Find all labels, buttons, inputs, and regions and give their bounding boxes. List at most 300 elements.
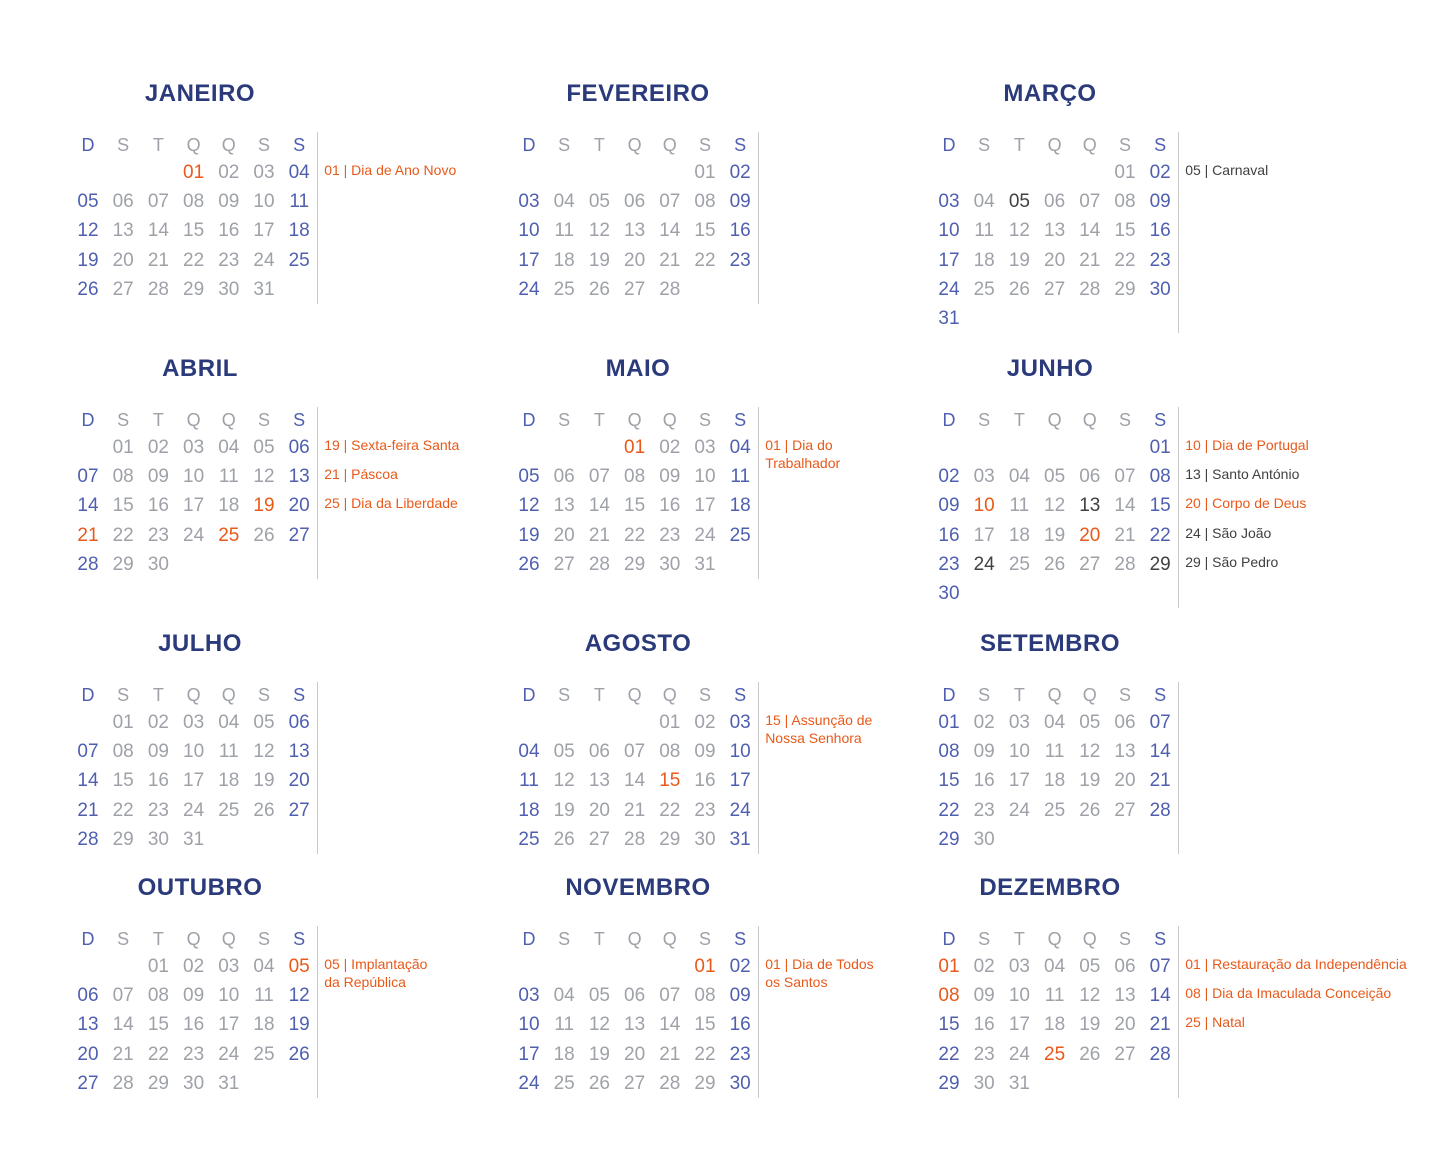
day-cell[interactable]: 17 bbox=[518, 249, 540, 271]
day-cell[interactable]: 03 bbox=[518, 985, 540, 1007]
day-cell[interactable]: 13 bbox=[1079, 495, 1101, 517]
day-cell[interactable]: 22 bbox=[112, 524, 134, 546]
day-cell[interactable]: 25 bbox=[729, 524, 751, 546]
day-cell[interactable]: 13 bbox=[1114, 741, 1136, 763]
day-cell[interactable]: 14 bbox=[1149, 741, 1171, 763]
day-cell[interactable]: 03 bbox=[729, 712, 751, 733]
day-cell[interactable]: 19 bbox=[1044, 524, 1066, 546]
day-cell[interactable]: 01 bbox=[694, 956, 716, 977]
day-cell[interactable]: 05 bbox=[77, 191, 99, 213]
day-cell[interactable]: 14 bbox=[112, 1014, 134, 1036]
day-cell[interactable]: 13 bbox=[624, 220, 646, 242]
day-cell[interactable]: 15 bbox=[1149, 495, 1171, 517]
day-cell[interactable]: 23 bbox=[147, 799, 169, 821]
day-cell[interactable]: 24 bbox=[518, 1072, 540, 1094]
day-cell[interactable]: 12 bbox=[77, 220, 99, 242]
day-cell[interactable]: 09 bbox=[183, 985, 205, 1007]
day-cell[interactable]: 29 bbox=[694, 1072, 716, 1094]
day-cell[interactable]: 06 bbox=[553, 466, 575, 488]
day-cell[interactable]: 29 bbox=[112, 828, 134, 850]
day-cell[interactable]: 19 bbox=[1079, 1014, 1101, 1036]
day-cell[interactable]: 29 bbox=[1149, 553, 1171, 575]
day-cell[interactable]: 23 bbox=[973, 1043, 995, 1065]
day-cell[interactable]: 13 bbox=[288, 741, 310, 763]
day-cell[interactable]: 29 bbox=[938, 1072, 960, 1094]
day-cell[interactable]: 29 bbox=[147, 1072, 169, 1094]
day-cell[interactable]: 05 bbox=[553, 741, 575, 763]
day-cell[interactable]: 21 bbox=[147, 249, 169, 271]
day-cell[interactable]: 11 bbox=[519, 770, 539, 792]
day-cell[interactable]: 05 bbox=[1079, 956, 1101, 977]
day-cell[interactable]: 16 bbox=[218, 220, 240, 242]
day-cell[interactable]: 21 bbox=[1149, 770, 1171, 792]
day-cell[interactable]: 12 bbox=[553, 770, 575, 792]
day-cell[interactable]: 26 bbox=[518, 553, 540, 575]
day-cell[interactable]: 14 bbox=[624, 770, 646, 792]
day-cell[interactable]: 10 bbox=[729, 741, 751, 763]
day-cell[interactable]: 15 bbox=[147, 1014, 169, 1036]
day-cell[interactable]: 16 bbox=[147, 495, 169, 517]
day-cell[interactable]: 06 bbox=[1044, 191, 1066, 213]
day-cell[interactable]: 22 bbox=[183, 249, 205, 271]
day-cell[interactable]: 17 bbox=[183, 770, 205, 792]
day-cell[interactable]: 27 bbox=[624, 278, 646, 300]
day-cell[interactable]: 10 bbox=[183, 466, 205, 488]
day-cell[interactable]: 01 bbox=[1149, 437, 1171, 458]
day-cell[interactable]: 16 bbox=[1149, 220, 1171, 242]
day-cell[interactable]: 18 bbox=[1044, 1014, 1066, 1036]
day-cell[interactable]: 22 bbox=[147, 1043, 169, 1065]
day-cell[interactable]: 13 bbox=[1114, 985, 1136, 1007]
day-cell[interactable]: 22 bbox=[659, 799, 681, 821]
day-cell[interactable]: 16 bbox=[729, 220, 751, 242]
day-cell[interactable]: 23 bbox=[938, 553, 960, 575]
day-cell[interactable]: 07 bbox=[588, 466, 610, 488]
day-cell[interactable]: 29 bbox=[938, 828, 960, 850]
day-cell[interactable]: 11 bbox=[554, 1014, 575, 1036]
day-cell[interactable]: 25 bbox=[288, 249, 310, 271]
day-cell[interactable]: 16 bbox=[147, 770, 169, 792]
day-cell[interactable]: 12 bbox=[253, 466, 275, 488]
day-cell[interactable]: 26 bbox=[588, 278, 610, 300]
day-cell[interactable]: 28 bbox=[588, 553, 610, 575]
day-cell[interactable]: 15 bbox=[112, 495, 134, 517]
day-cell[interactable]: 14 bbox=[588, 495, 610, 517]
day-cell[interactable]: 19 bbox=[588, 1043, 610, 1065]
day-cell[interactable]: 24 bbox=[183, 524, 205, 546]
day-cell[interactable]: 23 bbox=[729, 249, 751, 271]
day-cell[interactable]: 13 bbox=[112, 220, 134, 242]
day-cell[interactable]: 15 bbox=[659, 770, 681, 792]
day-cell[interactable]: 04 bbox=[518, 741, 540, 763]
day-cell[interactable]: 24 bbox=[694, 524, 716, 546]
day-cell[interactable]: 19 bbox=[1008, 249, 1030, 271]
day-cell[interactable]: 26 bbox=[1079, 799, 1101, 821]
day-cell[interactable]: 09 bbox=[729, 191, 751, 213]
day-cell[interactable]: 28 bbox=[147, 278, 169, 300]
day-cell[interactable]: 15 bbox=[624, 495, 646, 517]
day-cell[interactable]: 08 bbox=[1149, 466, 1171, 488]
day-cell[interactable]: 30 bbox=[183, 1072, 205, 1094]
day-cell[interactable]: 28 bbox=[1114, 553, 1136, 575]
day-cell[interactable]: 07 bbox=[77, 741, 99, 763]
day-cell[interactable]: 09 bbox=[729, 985, 751, 1007]
day-cell[interactable]: 31 bbox=[218, 1072, 240, 1094]
day-cell[interactable]: 28 bbox=[1149, 799, 1171, 821]
day-cell[interactable]: 04 bbox=[553, 191, 575, 213]
day-cell[interactable]: 01 bbox=[112, 437, 134, 458]
day-cell[interactable]: 17 bbox=[518, 1043, 540, 1065]
day-cell[interactable]: 14 bbox=[1079, 220, 1101, 242]
day-cell[interactable]: 06 bbox=[1114, 712, 1136, 733]
day-cell[interactable]: 27 bbox=[1114, 1043, 1136, 1065]
day-cell[interactable]: 01 bbox=[624, 437, 646, 458]
day-cell[interactable]: 10 bbox=[1008, 741, 1030, 763]
day-cell[interactable]: 02 bbox=[938, 466, 960, 488]
day-cell[interactable]: 08 bbox=[694, 985, 716, 1007]
day-cell[interactable]: 14 bbox=[659, 220, 681, 242]
day-cell[interactable]: 05 bbox=[588, 191, 610, 213]
day-cell[interactable]: 25 bbox=[1044, 799, 1066, 821]
day-cell[interactable]: 04 bbox=[288, 162, 310, 183]
day-cell[interactable]: 30 bbox=[938, 583, 960, 604]
day-cell[interactable]: 16 bbox=[694, 770, 716, 792]
day-cell[interactable]: 10 bbox=[518, 220, 540, 242]
day-cell[interactable]: 28 bbox=[77, 828, 99, 850]
day-cell[interactable]: 26 bbox=[553, 828, 575, 850]
day-cell[interactable]: 21 bbox=[588, 524, 610, 546]
day-cell[interactable]: 21 bbox=[1149, 1014, 1171, 1036]
day-cell[interactable]: 07 bbox=[147, 191, 169, 213]
day-cell[interactable]: 15 bbox=[694, 1014, 716, 1036]
day-cell[interactable]: 19 bbox=[253, 495, 275, 517]
day-cell[interactable]: 18 bbox=[1044, 770, 1066, 792]
day-cell[interactable]: 29 bbox=[1114, 278, 1136, 300]
day-cell[interactable]: 23 bbox=[1149, 249, 1171, 271]
day-cell[interactable]: 05 bbox=[253, 437, 275, 458]
day-cell[interactable]: 19 bbox=[77, 249, 99, 271]
day-cell[interactable]: 05 bbox=[518, 466, 540, 488]
day-cell[interactable]: 12 bbox=[588, 1014, 610, 1036]
day-cell[interactable]: 13 bbox=[77, 1014, 99, 1036]
day-cell[interactable]: 15 bbox=[1114, 220, 1136, 242]
day-cell[interactable]: 10 bbox=[218, 985, 240, 1007]
day-cell[interactable]: 12 bbox=[1008, 220, 1030, 242]
day-cell[interactable]: 12 bbox=[1079, 741, 1101, 763]
day-cell[interactable]: 23 bbox=[147, 524, 169, 546]
day-cell[interactable]: 21 bbox=[1079, 249, 1101, 271]
day-cell[interactable]: 05 bbox=[253, 712, 275, 733]
day-cell[interactable]: 23 bbox=[183, 1043, 205, 1065]
day-cell[interactable]: 20 bbox=[77, 1043, 99, 1065]
day-cell[interactable]: 15 bbox=[112, 770, 134, 792]
day-cell[interactable]: 18 bbox=[729, 495, 751, 517]
day-cell[interactable]: 24 bbox=[1008, 799, 1030, 821]
day-cell[interactable]: 18 bbox=[253, 1014, 275, 1036]
day-cell[interactable]: 08 bbox=[112, 741, 134, 763]
day-cell[interactable]: 30 bbox=[659, 553, 681, 575]
day-cell[interactable]: 13 bbox=[624, 1014, 646, 1036]
day-cell[interactable]: 14 bbox=[147, 220, 169, 242]
day-cell[interactable]: 25 bbox=[553, 1072, 575, 1094]
day-cell[interactable]: 09 bbox=[973, 985, 995, 1007]
day-cell[interactable]: 03 bbox=[183, 437, 205, 458]
day-cell[interactable]: 07 bbox=[624, 741, 646, 763]
day-cell[interactable]: 24 bbox=[938, 278, 960, 300]
day-cell[interactable]: 04 bbox=[1044, 956, 1066, 977]
day-cell[interactable]: 12 bbox=[588, 220, 610, 242]
day-cell[interactable]: 20 bbox=[112, 249, 134, 271]
day-cell[interactable]: 11 bbox=[1009, 495, 1030, 517]
day-cell[interactable]: 05 bbox=[1079, 712, 1101, 733]
day-cell[interactable]: 18 bbox=[553, 249, 575, 271]
day-cell[interactable]: 27 bbox=[288, 799, 310, 821]
day-cell[interactable]: 29 bbox=[659, 828, 681, 850]
day-cell[interactable]: 29 bbox=[112, 553, 134, 575]
day-cell[interactable]: 02 bbox=[1149, 162, 1171, 183]
day-cell[interactable]: 12 bbox=[288, 985, 310, 1007]
day-cell[interactable]: 03 bbox=[253, 162, 275, 183]
day-cell[interactable]: 28 bbox=[659, 1072, 681, 1094]
day-cell[interactable]: 18 bbox=[553, 1043, 575, 1065]
day-cell[interactable]: 05 bbox=[1044, 466, 1066, 488]
day-cell[interactable]: 20 bbox=[1079, 524, 1101, 546]
day-cell[interactable]: 08 bbox=[694, 191, 716, 213]
day-cell[interactable]: 06 bbox=[588, 741, 610, 763]
day-cell[interactable]: 29 bbox=[624, 553, 646, 575]
day-cell[interactable]: 06 bbox=[112, 191, 134, 213]
day-cell[interactable]: 19 bbox=[288, 1014, 310, 1036]
day-cell[interactable]: 09 bbox=[938, 495, 960, 517]
day-cell[interactable]: 11 bbox=[289, 191, 310, 213]
day-cell[interactable]: 26 bbox=[253, 799, 275, 821]
day-cell[interactable]: 06 bbox=[624, 985, 646, 1007]
day-cell[interactable]: 05 bbox=[588, 985, 610, 1007]
day-cell[interactable]: 31 bbox=[1008, 1072, 1030, 1094]
day-cell[interactable]: 01 bbox=[938, 712, 960, 733]
day-cell[interactable]: 20 bbox=[288, 770, 310, 792]
day-cell[interactable]: 25 bbox=[973, 278, 995, 300]
day-cell[interactable]: 13 bbox=[288, 466, 310, 488]
day-cell[interactable]: 27 bbox=[288, 524, 310, 546]
day-cell[interactable]: 18 bbox=[288, 220, 310, 242]
day-cell[interactable]: 07 bbox=[1149, 956, 1171, 977]
day-cell[interactable]: 06 bbox=[624, 191, 646, 213]
day-cell[interactable]: 15 bbox=[694, 220, 716, 242]
day-cell[interactable]: 02 bbox=[694, 712, 716, 733]
day-cell[interactable]: 26 bbox=[588, 1072, 610, 1094]
day-cell[interactable]: 06 bbox=[288, 437, 310, 458]
day-cell[interactable]: 13 bbox=[588, 770, 610, 792]
day-cell[interactable]: 08 bbox=[624, 466, 646, 488]
day-cell[interactable]: 16 bbox=[729, 1014, 751, 1036]
day-cell[interactable]: 12 bbox=[253, 741, 275, 763]
day-cell[interactable]: 22 bbox=[694, 1043, 716, 1065]
day-cell[interactable]: 10 bbox=[183, 741, 205, 763]
day-cell[interactable]: 22 bbox=[112, 799, 134, 821]
day-cell[interactable]: 09 bbox=[659, 466, 681, 488]
day-cell[interactable]: 07 bbox=[1149, 712, 1171, 733]
day-cell[interactable]: 17 bbox=[694, 495, 716, 517]
day-cell[interactable]: 11 bbox=[1044, 985, 1065, 1007]
day-cell[interactable]: 17 bbox=[1008, 1014, 1030, 1036]
day-cell[interactable]: 08 bbox=[938, 741, 960, 763]
day-cell[interactable]: 22 bbox=[938, 1043, 960, 1065]
day-cell[interactable]: 14 bbox=[77, 770, 99, 792]
day-cell[interactable]: 16 bbox=[973, 1014, 995, 1036]
day-cell[interactable]: 07 bbox=[1114, 466, 1136, 488]
day-cell[interactable]: 08 bbox=[112, 466, 134, 488]
day-cell[interactable]: 07 bbox=[112, 985, 134, 1007]
day-cell[interactable]: 03 bbox=[518, 191, 540, 213]
day-cell[interactable]: 17 bbox=[938, 249, 960, 271]
day-cell[interactable]: 18 bbox=[518, 799, 540, 821]
day-cell[interactable]: 14 bbox=[1149, 985, 1171, 1007]
day-cell[interactable]: 29 bbox=[183, 278, 205, 300]
day-cell[interactable]: 04 bbox=[729, 437, 751, 458]
day-cell[interactable]: 16 bbox=[659, 495, 681, 517]
day-cell[interactable]: 28 bbox=[77, 553, 99, 575]
day-cell[interactable]: 09 bbox=[973, 741, 995, 763]
day-cell[interactable]: 07 bbox=[659, 191, 681, 213]
day-cell[interactable]: 28 bbox=[1149, 1043, 1171, 1065]
day-cell[interactable]: 05 bbox=[288, 956, 310, 977]
day-cell[interactable]: 09 bbox=[1149, 191, 1171, 213]
day-cell[interactable]: 20 bbox=[553, 524, 575, 546]
day-cell[interactable]: 02 bbox=[659, 437, 681, 458]
day-cell[interactable]: 01 bbox=[659, 712, 681, 733]
day-cell[interactable]: 30 bbox=[973, 828, 995, 850]
day-cell[interactable]: 09 bbox=[218, 191, 240, 213]
day-cell[interactable]: 27 bbox=[588, 828, 610, 850]
day-cell[interactable]: 16 bbox=[183, 1014, 205, 1036]
day-cell[interactable]: 23 bbox=[729, 1043, 751, 1065]
day-cell[interactable]: 14 bbox=[659, 1014, 681, 1036]
day-cell[interactable]: 04 bbox=[973, 191, 995, 213]
day-cell[interactable]: 03 bbox=[1008, 956, 1030, 977]
day-cell[interactable]: 20 bbox=[1044, 249, 1066, 271]
day-cell[interactable]: 03 bbox=[183, 712, 205, 733]
day-cell[interactable]: 23 bbox=[694, 799, 716, 821]
day-cell[interactable]: 15 bbox=[938, 770, 960, 792]
day-cell[interactable]: 20 bbox=[1114, 770, 1136, 792]
day-cell[interactable]: 02 bbox=[973, 956, 995, 977]
day-cell[interactable]: 19 bbox=[1079, 770, 1101, 792]
day-cell[interactable]: 18 bbox=[973, 249, 995, 271]
day-cell[interactable]: 30 bbox=[147, 553, 169, 575]
day-cell[interactable]: 17 bbox=[218, 1014, 240, 1036]
day-cell[interactable]: 30 bbox=[147, 828, 169, 850]
day-cell[interactable]: 12 bbox=[1044, 495, 1066, 517]
day-cell[interactable]: 13 bbox=[553, 495, 575, 517]
day-cell[interactable]: 31 bbox=[253, 278, 275, 300]
day-cell[interactable]: 28 bbox=[624, 828, 646, 850]
day-cell[interactable]: 22 bbox=[938, 799, 960, 821]
day-cell[interactable]: 10 bbox=[938, 220, 960, 242]
day-cell[interactable]: 05 bbox=[1008, 191, 1030, 213]
day-cell[interactable]: 21 bbox=[659, 1043, 681, 1065]
day-cell[interactable]: 30 bbox=[694, 828, 716, 850]
day-cell[interactable]: 27 bbox=[1114, 799, 1136, 821]
day-cell[interactable]: 08 bbox=[147, 985, 169, 1007]
day-cell[interactable]: 24 bbox=[973, 553, 995, 575]
day-cell[interactable]: 19 bbox=[553, 799, 575, 821]
day-cell[interactable]: 28 bbox=[659, 278, 681, 300]
day-cell[interactable]: 04 bbox=[553, 985, 575, 1007]
day-cell[interactable]: 23 bbox=[218, 249, 240, 271]
day-cell[interactable]: 03 bbox=[218, 956, 240, 977]
day-cell[interactable]: 02 bbox=[183, 956, 205, 977]
day-cell[interactable]: 25 bbox=[218, 799, 240, 821]
day-cell[interactable]: 11 bbox=[554, 220, 575, 242]
day-cell[interactable]: 18 bbox=[218, 495, 240, 517]
day-cell[interactable]: 30 bbox=[218, 278, 240, 300]
day-cell[interactable]: 31 bbox=[729, 828, 751, 850]
day-cell[interactable]: 27 bbox=[1044, 278, 1066, 300]
day-cell[interactable]: 27 bbox=[77, 1072, 99, 1094]
day-cell[interactable]: 11 bbox=[974, 220, 995, 242]
day-cell[interactable]: 09 bbox=[147, 466, 169, 488]
day-cell[interactable]: 17 bbox=[183, 495, 205, 517]
day-cell[interactable]: 26 bbox=[253, 524, 275, 546]
day-cell[interactable]: 01 bbox=[183, 162, 205, 183]
day-cell[interactable]: 08 bbox=[938, 985, 960, 1007]
day-cell[interactable]: 22 bbox=[624, 524, 646, 546]
day-cell[interactable]: 13 bbox=[1044, 220, 1066, 242]
day-cell[interactable]: 23 bbox=[973, 799, 995, 821]
day-cell[interactable]: 28 bbox=[1079, 278, 1101, 300]
day-cell[interactable]: 24 bbox=[183, 799, 205, 821]
day-cell[interactable]: 24 bbox=[518, 278, 540, 300]
day-cell[interactable]: 16 bbox=[973, 770, 995, 792]
day-cell[interactable]: 22 bbox=[694, 249, 716, 271]
day-cell[interactable]: 26 bbox=[1008, 278, 1030, 300]
day-cell[interactable]: 08 bbox=[659, 741, 681, 763]
day-cell[interactable]: 22 bbox=[1114, 249, 1136, 271]
day-cell[interactable]: 30 bbox=[1149, 278, 1171, 300]
day-cell[interactable]: 04 bbox=[253, 956, 275, 977]
day-cell[interactable]: 09 bbox=[147, 741, 169, 763]
day-cell[interactable]: 10 bbox=[694, 466, 716, 488]
day-cell[interactable]: 31 bbox=[694, 553, 716, 575]
day-cell[interactable]: 06 bbox=[77, 985, 99, 1007]
day-cell[interactable]: 31 bbox=[938, 308, 960, 329]
day-cell[interactable]: 18 bbox=[1008, 524, 1030, 546]
day-cell[interactable]: 27 bbox=[1079, 553, 1101, 575]
day-cell[interactable]: 07 bbox=[1079, 191, 1101, 213]
day-cell[interactable]: 16 bbox=[938, 524, 960, 546]
day-cell[interactable]: 25 bbox=[1008, 553, 1030, 575]
day-cell[interactable]: 08 bbox=[1114, 191, 1136, 213]
day-cell[interactable]: 25 bbox=[253, 1043, 275, 1065]
day-cell[interactable]: 04 bbox=[1044, 712, 1066, 733]
day-cell[interactable]: 01 bbox=[938, 956, 960, 977]
day-cell[interactable]: 11 bbox=[218, 466, 239, 488]
day-cell[interactable]: 21 bbox=[77, 524, 99, 546]
day-cell[interactable]: 06 bbox=[1079, 466, 1101, 488]
day-cell[interactable]: 07 bbox=[659, 985, 681, 1007]
day-cell[interactable]: 11 bbox=[1044, 741, 1065, 763]
day-cell[interactable]: 21 bbox=[77, 799, 99, 821]
day-cell[interactable]: 22 bbox=[1149, 524, 1171, 546]
day-cell[interactable]: 25 bbox=[218, 524, 240, 546]
day-cell[interactable]: 27 bbox=[624, 1072, 646, 1094]
day-cell[interactable]: 11 bbox=[254, 985, 274, 1007]
day-cell[interactable]: 02 bbox=[147, 712, 169, 733]
day-cell[interactable]: 11 bbox=[218, 741, 239, 763]
day-cell[interactable]: 12 bbox=[1079, 985, 1101, 1007]
day-cell[interactable]: 30 bbox=[973, 1072, 995, 1094]
